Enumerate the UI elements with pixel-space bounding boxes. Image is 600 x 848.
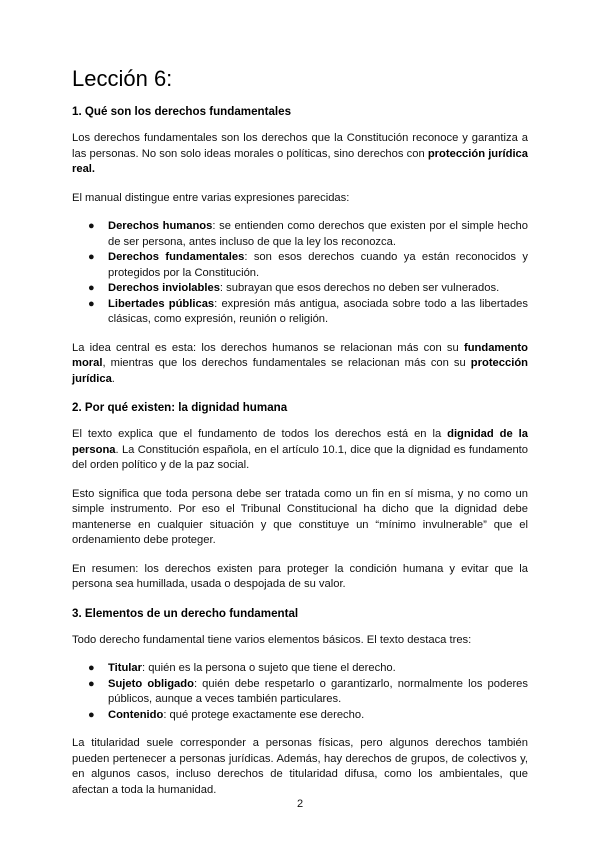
text-run: . [111,372,115,385]
document-page [72,66,528,811]
list-item [72,661,528,677]
text-run: Los derechos fundamentales son los derechos que la Constitución reconoce y garantiza a las personas. No son solo ideas morales o políticas, sino derechos con [72,132,528,160]
bullet-icon: ● [88,708,95,721]
page-title: Lección 6: [72,66,173,91]
list-item-text: : se entienden como derechos que existen por el simple hecho de ser persona, antes incluso de que la ley los reconozca. [108,220,528,248]
bullet-icon: ● [88,251,95,263]
list-item-text: : son esos derechos cuando ya están reconocidos y protegidos por la Constitución. [108,251,528,279]
section-1-bullet-list [72,219,528,328]
list-item [72,677,528,708]
bold-text: protección jurídica [72,357,528,385]
list-item-term: Sujeto obligado [108,677,194,690]
text-run: . La Constitución española, en el artículo 10.1, dice que la dignidad es fundamento del orden político y de la paz social. [72,443,528,471]
list-item [72,297,528,328]
bold-text: dignidad de la persona [72,428,528,456]
list-item-term: Derechos humanos [108,220,213,232]
bold-text: fundamento moral [72,341,528,369]
bullet-icon: ● [88,662,95,674]
list-item-text: : expresión más antigua, asociada sobre todo a las libertades clásicas, como expresión, reunión o religión. [108,297,528,325]
section-1-paragraph-3 [72,341,528,388]
section-1-paragraph-1 [72,131,528,178]
list-item-text: : qué protege exactamente ese derecho. [163,708,365,721]
section-3-heading: 3. Elementos de un derecho fundamental [72,606,299,620]
section-3-bullet-list [72,661,528,723]
bullet-icon: ● [88,297,95,310]
section-2-paragraph-3: En resumen: los derechos existen para proteger la condición humana y evitar que la persona sea humillada, usada o despojada de su valor. [72,562,528,590]
list-item [72,219,528,250]
list-item-text: : quién debe respetarlo o garantizarlo, normalmente los poderes públicos, aunque a veces también particulares. [108,677,528,705]
section-3-paragraph-2: La titularidad suele corresponder a personas físicas, pero algunos derechos también pueden pertenecer a personas jurídicas. Además, hay derechos de grupos, de colectivos y, en algunos casos, incluso derechos de titularidad difusa, como los ambientales, que afectan a toda la humanidad. [72,737,528,796]
section-1-paragraph-2: El manual distingue entre varias expresiones parecidas: [72,191,350,204]
text-run: , mientras que los derechos fundamentales se relacionan más con su [102,357,471,369]
list-item-text: : quién es la persona o sujeto que tiene el derecho. [141,662,396,674]
section-2-paragraph-2: Esto significa que toda persona debe ser tratada como un fin en sí misma, y no como un simple instrumento. Por eso el Tribunal Constitucional ha dicho que la dignidad debe mantenerse en cualquier situación y que constituye un “mínimo invulnerable” que el ordenamiento debe proteger. [72,487,528,546]
list-item-term: Derechos fundamentales [108,251,245,263]
list-item-term: Contenido [108,708,164,721]
section-2-heading: 2. Por qué existen: la dignidad humana [72,401,288,414]
list-item-term: Titular [108,662,142,674]
list-item-term: Derechos inviolables [108,282,220,294]
bullet-icon: ● [88,677,95,690]
text-run: El texto explica que el fundamento de todos los derechos está en la [72,428,448,440]
list-item [72,708,528,724]
text-run: La idea central es esta: los derechos humanos se relacionan más con su [72,341,464,354]
section-1-heading: 1. Qué son los derechos fundamentales [72,105,292,118]
section-3-paragraph-1: Todo derecho fundamental tiene varios elementos básicos. El texto destaca tres: [72,633,472,646]
bullet-icon: ● [88,220,95,232]
page-number: 2 [296,798,304,810]
list-item-term: Libertades públicas [108,297,215,310]
section-2-paragraph-1 [72,427,528,474]
list-item-text: : subrayan que esos derechos no deben ser vulnerados. [219,282,500,294]
list-item [72,281,528,297]
bold-text: protección jurídica real. [72,147,528,175]
list-item [72,250,528,281]
bullet-icon: ● [88,282,95,294]
